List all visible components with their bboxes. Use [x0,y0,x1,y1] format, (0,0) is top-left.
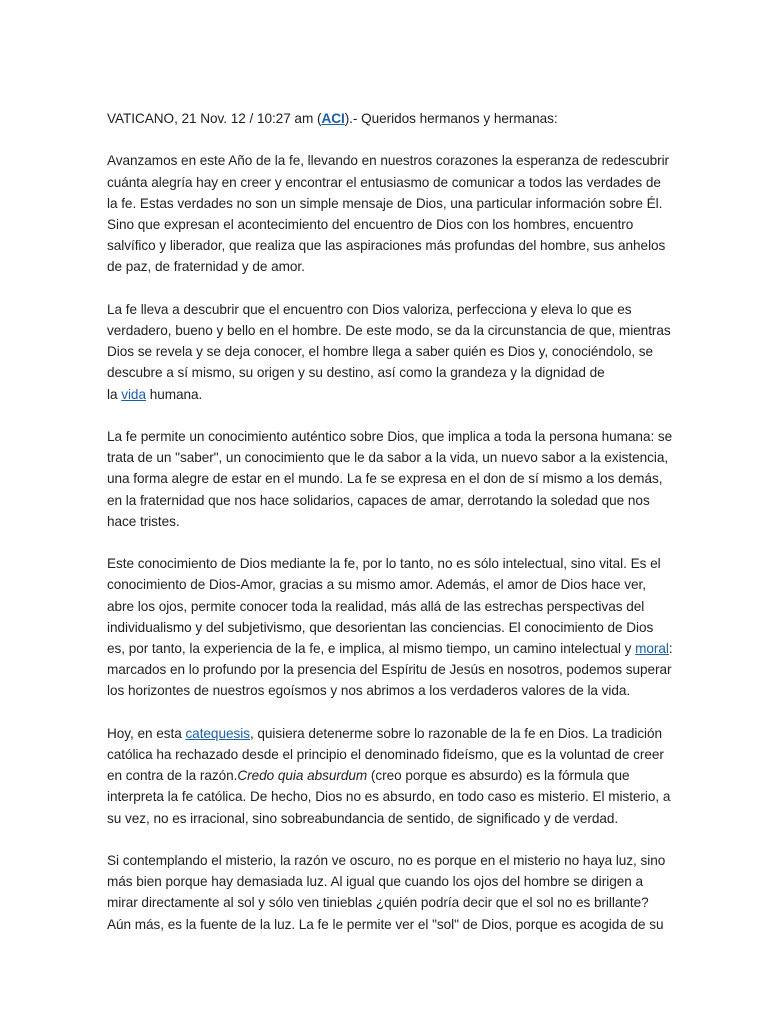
text-line: verdadero, bueno y bello en el hombre. De este modo, se da la circunstancia de que, mientras [107,323,671,338]
text-line: Aún más, es la fuente de la luz. La fe le permite ver el "sol" de Dios, porque es acogida de su [107,916,664,932]
text-line: trata de un "saber", un conocimiento que le da sabor a la vida, un nuevo sabor a la existencia, [107,450,669,466]
aci-link[interactable]: ACI [321,111,345,126]
text-line: abre los ojos, permite conocer toda la realidad, más allá de las estrechas perspectivas del [107,598,645,614]
catequesis-link[interactable]: catequesis [185,725,250,741]
text-line [107,765,663,786]
text-line: los horizontes de nuestros egoísmos y nos abrimos a los verdaderos valores de la vida. [107,683,631,699]
dateline-prefix: VATICANO, 21 Nov. 12 / 10:27 am ( [107,111,322,126]
text-fragment: la [107,386,122,402]
text-line: interpreta la fe católica. De hecho, Dios no es absurdo, en todo caso es misterio. El misterio, a [107,789,671,805]
text-line: Avanzamos en este Año de la fe, llevando en nuestros corazones la esperanza de redescubrir [107,153,670,169]
moral-link[interactable]: moral [635,641,669,657]
text-fragment: es, por tanto, la experiencia de la fe, e implica, al mismo tiempo, un camino intelectual y [107,641,636,657]
text-line: Dios se revela y se deja conocer, el hombre llega a saber quién es Dios y, conociéndolo, se [107,344,654,360]
vida-link[interactable]: vida [121,386,146,402]
text-line: marcados en lo profundo por la presencia del Espíritu de Jesús en nosotros, podemos superar [107,662,672,678]
article-body [107,108,673,956]
text-line: conocimiento de Dios-Amor, gracias a su mismo amor. Además, el amor de Dios hace ver, [107,577,646,593]
text-line: descubre a sí mismo, su origen y su destino, así como la grandeza y la dignidad de [107,365,605,381]
text-line [107,723,663,744]
text-line: una forma alegre de estar en el mundo. La fe se expresa en el don de sí mismo a los demás, [107,471,663,487]
text-line [107,384,663,405]
paragraph-4 [107,553,673,701]
text-line: católica ha rechazado desde el principio el denominado fideísmo, que es la voluntad de creer [107,747,664,763]
text-line [107,638,673,659]
text-fragment: (creo porque es absurdo) es la fórmula que [367,768,630,784]
text-line: de paz, de fraternidad y de amor. [107,259,305,275]
text-line: su vez, no es irracional, sino sobreabundancia de sentido, de significado y de verdad. [107,810,619,826]
latin-phrase: Credo quia absurdum [237,768,368,784]
text-line: hace tristes. [107,513,180,529]
text-line: la fe. Estas verdades no son un simple mensaje de Dios, una particular información sobre Él. [107,195,663,211]
dateline [107,108,663,129]
text-fragment: humana. [145,386,203,402]
text-line: en la fraternidad que nos hace solidarios, capaces de amar, derrotando la soledad que nos [107,492,650,508]
text-line: Si contemplando el misterio, la razón ve oscuro, no es porque en el misterio no haya luz, sino [107,853,666,869]
text-fragment: : [668,641,673,657]
text-line: La fe lleva a descubrir que el encuentro con Dios valoriza, perfecciona y eleva lo que es [107,301,632,317]
text-fragment: Hoy, en esta [107,725,186,741]
paragraph-6 [107,850,666,935]
text-line: Este conocimiento de Dios mediante la fe, por lo tanto, no es sólo intelectual, sino vital. Es el [107,556,661,572]
text-line: más bien porque hay demasiada luz. Al igual que cuando los ojos del hombre se dirigen a [107,874,643,890]
paragraph-2 [107,299,671,405]
text-line: La fe permite un conocimiento auténtico sobre Dios, que implica a toda la persona humana: se [107,429,673,444]
text-line: individualismo y del subjetivismo, que desorientan las conciencias. El conocimiento de Dios [107,619,654,635]
text-line: salvífico y liberador, que realiza que las aspiraciones más profundas del hombre, sus anhelos [107,238,666,254]
paragraph-1 [107,150,670,277]
text-fragment: , quisiera detenerme sobre lo razonable de la fe en Dios. La tradición [249,725,663,741]
paragraph-5 [107,723,671,829]
text-line: cuánta alegría hay en creer y encontrar el entusiasmo de comunicar a todos las verdades de [107,174,661,190]
text-line: mirar directamente al sol y sólo ven tinieblas ¿quién podría decir que el sol no es brillante? [107,895,649,911]
paragraph-3 [107,426,673,532]
dateline-suffix: ).- Queridos hermanos y hermanas: [344,111,558,126]
text-fragment: en contra de la razón. [107,768,238,784]
text-line: Sino que expresan el acontecimiento del encuentro de Dios con los hombres, encuentro [107,217,634,232]
